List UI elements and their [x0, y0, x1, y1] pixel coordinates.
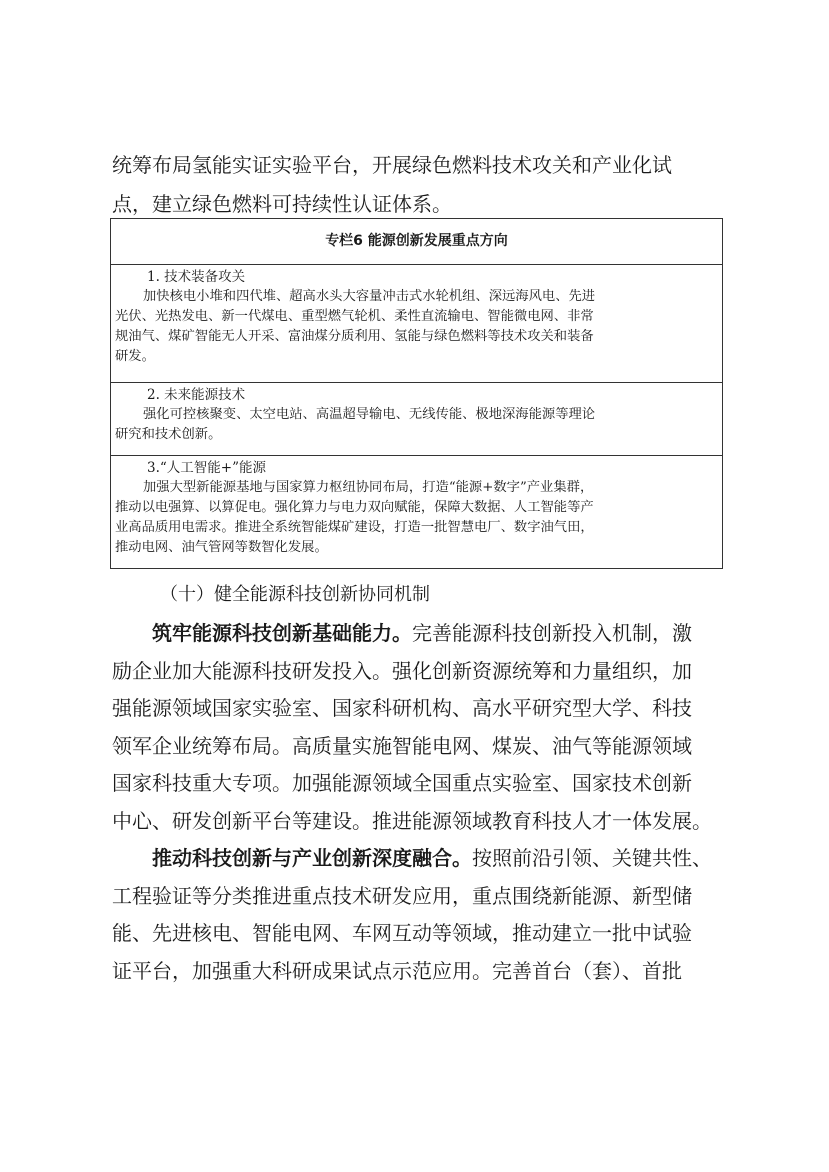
feature-box-title: 专栏6 能源创新发展重点方向 [111, 219, 722, 265]
text-line: 工程验证等分类推进重点技术研发应用，重点围绕新能源、新型储 [112, 883, 692, 908]
box-text-line: 加快核电小堆和四代堆、超高水头大容量冲击式水轮机组、深远海风电、先进 [143, 289, 596, 304]
box-text-line: 加强大型新能源基地与国家算力枢纽协同布局，打造“能源+数字”产业集群， [143, 480, 594, 495]
intro-paragraph [112, 146, 722, 224]
paragraph-integration [112, 840, 724, 990]
box-section-ai-energy [111, 456, 722, 568]
box-text-line: 光伏、光热发电、新一代煤电、重型燃气轮机、柔性直流输电、智能微电网、非常 [115, 309, 594, 324]
text-line: 领军企业统筹布局。高质量实施智能电网、煤炭、油气等能源领域 [112, 733, 692, 758]
section-heading: （十）健全能源科技创新协同机制 [160, 584, 430, 605]
feature-box [110, 218, 723, 569]
box-text-line: 强化可控核聚变、太空电站、高温超导输电、无线传能、极地深海能源等理论 [143, 407, 596, 422]
paragraph-lead: 推动科技创新与产业创新深度融合。 [152, 846, 472, 870]
box-text-line: 规油气、煤矿智能无人开采、富油煤分质利用、氢能与绿色燃料等技术攻关和装备 [115, 329, 594, 344]
box-section-heading: 3.“人工智能+”能源 [147, 460, 266, 476]
text-line: 国家科技重大专项。加强能源领域全国重点实验室、国家技术创新 [112, 771, 692, 795]
box-text-line: 推动以电强算、以算促电。强化算力与电力双向赋能，保障大数据、人工智能等产 [115, 500, 594, 515]
text-line: 能、先进核电、智能电网、车网互动等领域，推动建立一批中试验 [112, 921, 692, 945]
text-line: 中心、研发创新平台等建设。推进能源领域教育科技人才一体发展。 [112, 808, 712, 833]
text-line: 点，建立绿色燃料可持续性认证体系。 [112, 192, 452, 216]
box-section-heading: 1. 技术装备攻关 [147, 269, 246, 285]
text-line: 励企业加大能源科技研发投入。强化创新资源统筹和力量组织，加 [112, 658, 692, 683]
box-section-heading: 2. 未来能源技术 [147, 387, 246, 403]
paragraph-lead: 筑牢能源科技创新基础能力。 [152, 621, 412, 645]
text-line: 证平台，加强重大科研成果试点示范应用。完善首台（套）、首批 [112, 958, 682, 983]
box-section-tech-equipment [111, 265, 722, 383]
box-text-line: 研发。 [115, 349, 155, 364]
text-line [112, 840, 724, 878]
box-text-line: 推动电网、油气管网等数智化发展。 [115, 540, 328, 555]
text-line: 统筹布局氢能实证实验平台，开展绿色燃料技术攻关和产业化试 [112, 153, 672, 177]
text-line [112, 615, 724, 653]
paragraph-foundation [112, 615, 724, 840]
text-span: 按照前沿引领、关键共性、 [472, 846, 712, 870]
box-text-line: 研究和技术创新。 [115, 427, 222, 442]
box-section-future-energy [111, 383, 722, 456]
text-span: 完善能源科技创新投入机制，激 [412, 621, 692, 645]
box-text-line: 业高品质用电需求。推进全系统智能煤矿建设，打造一批智慧电厂、数字油气田， [115, 520, 594, 535]
text-line: 强能源领域国家实验室、国家科研机构、高水平研究型大学、科技 [112, 696, 692, 720]
